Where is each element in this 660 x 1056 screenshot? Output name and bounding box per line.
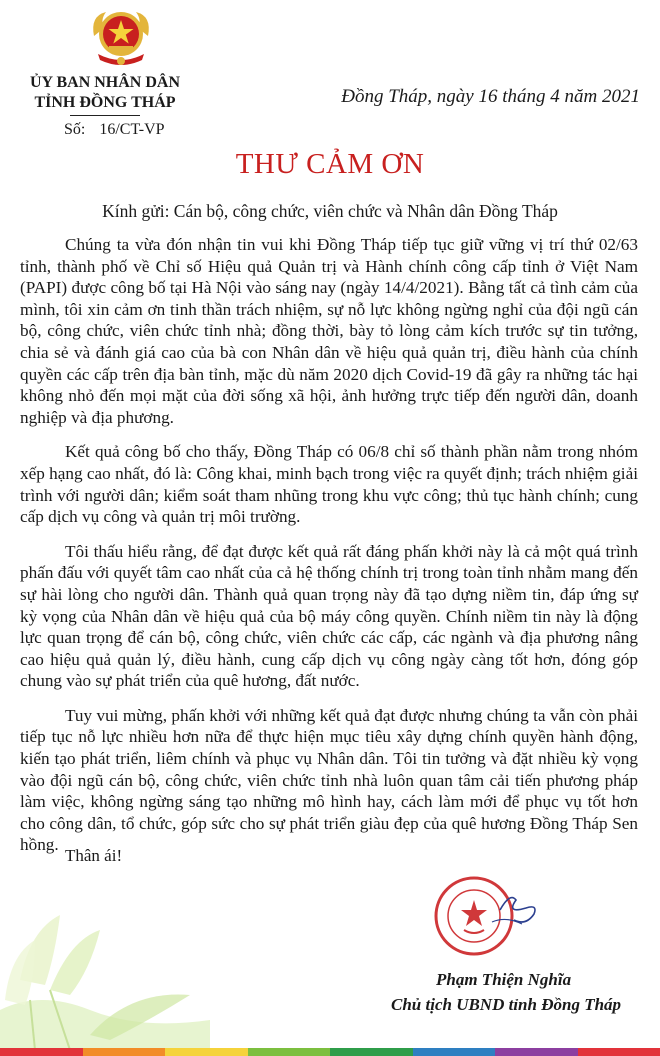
footer-stripe (578, 1048, 660, 1056)
footer-stripe (248, 1048, 331, 1056)
signer-title: Chủ tịch UBND tỉnh Đồng Tháp (391, 995, 622, 1014)
closing: Thân ái! (65, 846, 123, 865)
body-paragraph: Kết quả công bố cho thấy, Đồng Tháp có 06/8 chỉ số thành phần nằm trong nhóm xếp hạng cao nhất, đó là: Công khai, minh bạch trong việc ra quyết định; trách nhiệm giải trình với người dân; kiểm soát tham nhũng trong khu vực công; thủ tục hành chính; cung cấp dịch vụ công và quản trị môi trường. (20, 442, 638, 527)
doc-number-label: Số: (64, 121, 86, 138)
footer-stripe (0, 1048, 83, 1056)
signer-name: Phạm Thiện Nghĩa (436, 970, 572, 989)
footer-color-bar (0, 1048, 660, 1056)
footer-stripe (165, 1048, 248, 1056)
agency-line-2: TỈNH ĐỒNG THÁP (34, 94, 176, 111)
footer-stripe (330, 1048, 413, 1056)
agency-line-1: ỦY BAN NHÂN DÂN (29, 74, 181, 91)
doc-number-value: 16/CT-VP (99, 121, 165, 138)
official-seal-icon (430, 870, 542, 966)
body-paragraph: Chúng ta vừa đón nhận tin vui khi Đồng Tháp tiếp tục giữ vững vị trí thứ 02/63 tỉnh, thành phố về Chỉ số Hiệu quả Quản trị và Hành chính công cấp tỉnh ở Việt Nam (PAPI) được công bố tại Hà Nội vào sáng nay (ngày 14/4/2021). Bằng tất cả tình cảm của mình, tôi xin cảm ơn tinh thần trách nhiệm, sự nỗ lực không ngừng nghỉ của đội ngũ cán bộ, công chức, viên chức tỉnh nhà; đồng thời, bày tỏ lòng cảm kích trước sự tin tưởng, chia sẻ và đánh giá cao của bà con Nhân dân về hiệu quả quản trị, điều hành của chính quyền các cấp trên địa bàn tỉnh, mặc dù năm 2020 dịch Covid-19 đã gây ra những tác hại không nhỏ đến mọi mặt của đời sống xã hội, ảnh hưởng trực tiếp đến người dân, doanh nghiệp và địa phương. (20, 235, 638, 427)
body-paragraph: Tuy vui mừng, phấn khởi với những kết quả đạt được nhưng chúng ta vẫn còn phải tiếp tục nỗ lực nhiều hơn nữa để thực hiện mục tiêu xây dựng chính quyền hành động, kiến tạo phát triển, liêm chính và phục vụ Nhân dân. Tôi tin tưởng và đặt nhiều kỳ vọng vào đội ngũ cán bộ, công chức, viên chức tỉnh nhà luôn quan tâm cải tiến phương pháp làm việc, không ngừng sáng tạo những mô hình hay, cách làm mới để phục vụ tốt hơn cho công dân, tổ chức, góp sức cho sự phát triển giàu đẹp của quê hương Đồng Tháp Sen hồng. (20, 705, 638, 855)
issuing-agency (20, 73, 190, 116)
dateline: Đồng Tháp, ngày 16 tháng 4 năm 2021 (341, 86, 640, 107)
footer-stripe (83, 1048, 166, 1056)
agency-underline (70, 115, 140, 116)
lotus-decoration-icon (0, 860, 210, 1050)
footer-stripe (495, 1048, 578, 1056)
body-paragraph: Tôi thấu hiểu rằng, để đạt được kết quả rất đáng phấn khởi này là cả một quá trình phấn đấu với quyết tâm cao nhất của cả hệ thống chính trị trong toàn tỉnh nhằm mang đến sự hài lòng cho người dân. Thành quả quan trọng này đã tạo dựng niềm tin, đáp ứng sự kỳ vọng của Nhân dân về hiệu quả của bộ máy công quyền. Chính niềm tin này là động lực quan trọng để cán bộ, công chức, viên chức các cấp, các ngành và địa phương nâng cao hiệu quả quản lý, điều hành, cung cấp dịch vụ công ngày càng tốt hơn, đóng góp chung vào sự phát triển của quê hương, đất nước. (20, 541, 638, 691)
letter-title: THƯ CẢM ƠN (235, 148, 425, 180)
greeting: Kính gửi: Cán bộ, công chức, viên chức và Nhân dân Đồng Tháp (102, 201, 558, 221)
national-emblem-icon (84, 6, 158, 70)
footer-stripe (413, 1048, 496, 1056)
letter-body (20, 234, 638, 869)
document-number (64, 121, 165, 139)
